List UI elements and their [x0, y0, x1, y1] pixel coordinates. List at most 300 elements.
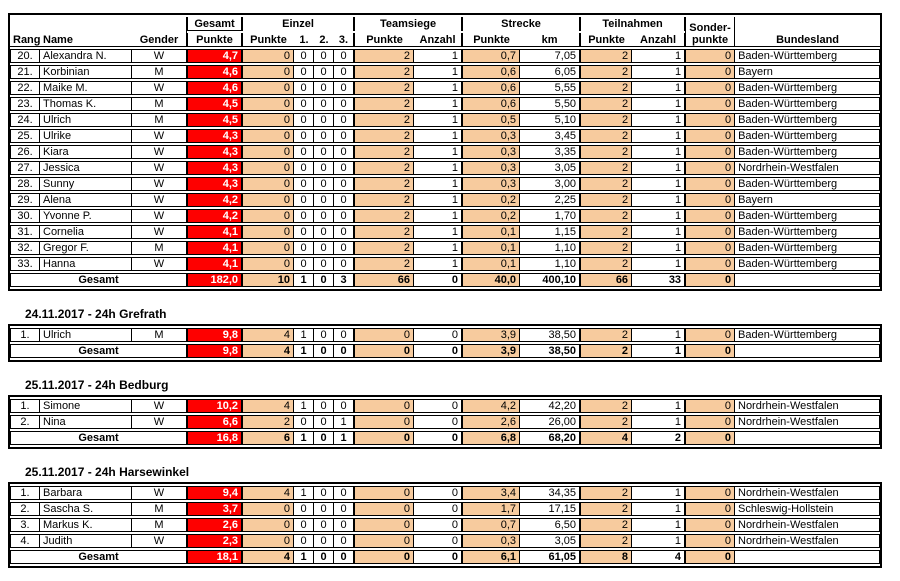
- cell-gender: W: [132, 534, 187, 548]
- cell-einzel-3: 0: [334, 534, 354, 548]
- cell-rank: 32.: [10, 241, 40, 255]
- cell-teilnahmen-anzahl: 1: [632, 129, 685, 143]
- table-row: [10, 502, 880, 516]
- cell-bundesland: Nordrhein-Westfalen: [735, 161, 880, 175]
- cell-strecke-punkte: 0,3: [462, 161, 520, 175]
- table-row: [10, 225, 880, 239]
- table-row: [10, 486, 880, 500]
- table-row: [10, 328, 880, 342]
- total-row: [10, 273, 880, 287]
- cell-teilnahmen-punkte: 66: [580, 273, 632, 287]
- cell-teamsiege-anzahl: 0: [414, 273, 462, 287]
- cell-rank: 4.: [10, 534, 40, 548]
- cell-strecke-punkte: 1,7: [462, 502, 520, 516]
- cell-name: Barbara: [40, 486, 132, 500]
- cell-gesamt-punkte: 4,3: [187, 177, 242, 191]
- cell-teilnahmen-punkte: 2: [580, 65, 632, 79]
- cell-teilnahmen-punkte: 2: [580, 209, 632, 223]
- cell-einzel-3: 0: [334, 81, 354, 95]
- cell-name: Ulrich: [40, 113, 132, 127]
- table-row: [10, 161, 880, 175]
- cell-strecke-km: 3,35: [520, 145, 580, 159]
- cell-strecke-km: 42,20: [520, 399, 580, 413]
- cell-einzel-punkte: 0: [242, 145, 294, 159]
- cell-einzel-2: 0: [314, 81, 334, 95]
- cell-name: Alexandra N.: [40, 49, 132, 63]
- cell-einzel-1: 0: [294, 257, 314, 271]
- cell-sonderpunkte: 0: [685, 502, 735, 516]
- cell-einzel-3: 0: [334, 129, 354, 143]
- cell-strecke-punkte: 0,3: [462, 129, 520, 143]
- header-rang: Rang: [10, 17, 40, 47]
- cell-gender: W: [132, 145, 187, 159]
- cell-sonderpunkte: 0: [685, 209, 735, 223]
- cell-teilnahmen-anzahl: 1: [632, 49, 685, 63]
- cell-gender: W: [132, 399, 187, 413]
- cell-einzel-3: 0: [334, 399, 354, 413]
- cell-gesamt-punkte: 4,1: [187, 241, 242, 255]
- table-row: [10, 518, 880, 532]
- cell-strecke-punkte: 3,9: [462, 344, 520, 358]
- table-row: [10, 415, 880, 429]
- cell-name: Korbinian: [40, 65, 132, 79]
- cell-strecke-punkte: 0,6: [462, 65, 520, 79]
- cell-teilnahmen-anzahl: 1: [632, 415, 685, 429]
- cell-name: Nina: [40, 415, 132, 429]
- cell-teamsiege-punkte: 2: [354, 65, 414, 79]
- cell-einzel-2: 0: [314, 97, 334, 111]
- cell-strecke-km: 3,05: [520, 534, 580, 548]
- cell-einzel-punkte: 0: [242, 209, 294, 223]
- cell-sonderpunkte: 0: [685, 65, 735, 79]
- cell-bundesland: Nordrhein-Westfalen: [735, 534, 880, 548]
- cell-teamsiege-punkte: 0: [354, 399, 414, 413]
- table-header: [10, 17, 880, 47]
- table-row: [10, 81, 880, 95]
- cell-teamsiege-anzahl: 1: [414, 177, 462, 191]
- cell-gender: W: [132, 129, 187, 143]
- cell-gender: W: [132, 257, 187, 271]
- cell-teilnahmen-punkte: 2: [580, 161, 632, 175]
- cell-teamsiege-anzahl: 1: [414, 225, 462, 239]
- cell-name: Alena: [40, 193, 132, 207]
- cell-teilnahmen-anzahl: 1: [632, 193, 685, 207]
- cell-teilnahmen-anzahl: 2: [632, 431, 685, 445]
- cell-rank: 1.: [10, 399, 40, 413]
- cell-einzel-punkte: 4: [242, 486, 294, 500]
- cell-strecke-punkte: 0,7: [462, 49, 520, 63]
- cell-gesamt-punkte: 4,7: [187, 49, 242, 63]
- cell-name: Judith: [40, 534, 132, 548]
- cell-einzel-2: 0: [314, 486, 334, 500]
- header-group-teamsiege: Teamsiege: [354, 17, 462, 31]
- cell-bundesland: Baden-Württemberg: [735, 328, 880, 342]
- cell-einzel-punkte: 0: [242, 518, 294, 532]
- cell-sonderpunkte: 0: [685, 161, 735, 175]
- cell-bundesland: Baden-Württemberg: [735, 81, 880, 95]
- cell-gesamt-punkte: 18,1: [187, 550, 242, 564]
- cell-einzel-3: 0: [334, 518, 354, 532]
- cell-name: Gregor F.: [40, 241, 132, 255]
- cell-bundesland: [735, 344, 880, 358]
- cell-einzel-2: 0: [314, 328, 334, 342]
- cell-gesamt-punkte: 4,6: [187, 81, 242, 95]
- cell-rank: 2.: [10, 502, 40, 516]
- cell-einzel-punkte: 0: [242, 502, 294, 516]
- cell-strecke-km: 68,20: [520, 431, 580, 445]
- cell-total-label: Gesamt: [10, 273, 187, 287]
- cell-bundesland: Nordrhein-Westfalen: [735, 399, 880, 413]
- header-sonderpunkte: [685, 17, 735, 47]
- cell-teamsiege-anzahl: 1: [414, 257, 462, 271]
- cell-einzel-3: 3: [334, 273, 354, 287]
- cell-teamsiege-punkte: 2: [354, 257, 414, 271]
- cell-strecke-km: 1,15: [520, 225, 580, 239]
- cell-einzel-2: 0: [314, 145, 334, 159]
- cell-teamsiege-punkte: 2: [354, 225, 414, 239]
- cell-einzel-1: 1: [294, 550, 314, 564]
- cell-teamsiege-anzahl: 1: [414, 113, 462, 127]
- table-row: [10, 49, 880, 63]
- cell-teamsiege-punkte: 2: [354, 161, 414, 175]
- cell-bundesland: Nordrhein-Westfalen: [735, 518, 880, 532]
- cell-teamsiege-punkte: 2: [354, 145, 414, 159]
- cell-strecke-km: 17,15: [520, 502, 580, 516]
- cell-teamsiege-punkte: 0: [354, 328, 414, 342]
- event-results-table: [8, 324, 882, 362]
- cell-sonderpunkte: 0: [685, 257, 735, 271]
- cell-teamsiege-anzahl: 1: [414, 209, 462, 223]
- cell-teilnahmen-punkte: 2: [580, 415, 632, 429]
- cell-gender: W: [132, 177, 187, 191]
- cell-teilnahmen-punkte: 4: [580, 431, 632, 445]
- cell-teamsiege-anzahl: 1: [414, 241, 462, 255]
- cell-strecke-punkte: 0,1: [462, 241, 520, 255]
- cell-einzel-1: 0: [294, 161, 314, 175]
- cell-bundesland: Baden-Württemberg: [735, 97, 880, 111]
- cell-teamsiege-anzahl: 1: [414, 65, 462, 79]
- cell-teilnahmen-punkte: 2: [580, 145, 632, 159]
- header-einzel-1: 1.: [294, 33, 314, 47]
- header-gesamt-punkte: Punkte: [187, 33, 242, 47]
- cell-bundesland: Baden-Württemberg: [735, 225, 880, 239]
- header-group-row: [10, 17, 880, 31]
- cell-sonderpunkte: 0: [685, 145, 735, 159]
- cell-strecke-punkte: 0,1: [462, 225, 520, 239]
- table-row: [10, 399, 880, 413]
- cell-strecke-punkte: 0,2: [462, 209, 520, 223]
- cell-strecke-punkte: 0,3: [462, 534, 520, 548]
- cell-strecke-punkte: 0,1: [462, 257, 520, 271]
- table-row: [10, 97, 880, 111]
- cell-teilnahmen-anzahl: 1: [632, 97, 685, 111]
- cell-teilnahmen-punkte: 2: [580, 129, 632, 143]
- cell-name: Ulrike: [40, 129, 132, 143]
- cell-rank: 25.: [10, 129, 40, 143]
- cell-name: Maike M.: [40, 81, 132, 95]
- header-einzel-2: 2.: [314, 33, 334, 47]
- cell-gender: M: [132, 97, 187, 111]
- cell-rank: 26.: [10, 145, 40, 159]
- cell-teilnahmen-anzahl: 1: [632, 518, 685, 532]
- cell-teilnahmen-anzahl: 33: [632, 273, 685, 287]
- cell-einzel-punkte: 4: [242, 344, 294, 358]
- cell-bundesland: Nordrhein-Westfalen: [735, 486, 880, 500]
- cell-teamsiege-anzahl: 1: [414, 193, 462, 207]
- total-row: [10, 550, 880, 564]
- cell-teilnahmen-punkte: 2: [580, 518, 632, 532]
- cell-teamsiege-punkte: 0: [354, 415, 414, 429]
- cell-teamsiege-punkte: 2: [354, 49, 414, 63]
- cell-einzel-1: 0: [294, 518, 314, 532]
- cell-einzel-3: 1: [334, 415, 354, 429]
- cell-teilnahmen-anzahl: 1: [632, 81, 685, 95]
- cell-einzel-2: 0: [314, 65, 334, 79]
- cell-teilnahmen-punkte: 2: [580, 486, 632, 500]
- cell-teamsiege-punkte: 0: [354, 502, 414, 516]
- cell-rank: 23.: [10, 97, 40, 111]
- cell-rank: 3.: [10, 518, 40, 532]
- cell-teilnahmen-punkte: 2: [580, 534, 632, 548]
- cell-einzel-2: 0: [314, 550, 334, 564]
- cell-einzel-3: 0: [334, 502, 354, 516]
- table-row: [10, 241, 880, 255]
- cell-rank: 20.: [10, 49, 40, 63]
- cell-teilnahmen-anzahl: 1: [632, 65, 685, 79]
- cell-teamsiege-anzahl: 0: [414, 502, 462, 516]
- cell-einzel-punkte: 0: [242, 225, 294, 239]
- header-team-anzahl: Anzahl: [414, 33, 462, 47]
- cell-teamsiege-punkte: 0: [354, 550, 414, 564]
- cell-teamsiege-anzahl: 0: [414, 328, 462, 342]
- cell-sonderpunkte: 0: [685, 518, 735, 532]
- cell-bundesland: Baden-Württemberg: [735, 49, 880, 63]
- cell-sonderpunkte: 0: [685, 273, 735, 287]
- total-row: [10, 344, 880, 358]
- cell-einzel-punkte: 2: [242, 415, 294, 429]
- cell-bundesland: Baden-Württemberg: [735, 241, 880, 255]
- cell-teilnahmen-punkte: 2: [580, 225, 632, 239]
- cell-rank: 33.: [10, 257, 40, 271]
- cell-gesamt-punkte: 6,6: [187, 415, 242, 429]
- cell-strecke-km: 6,50: [520, 518, 580, 532]
- cell-teamsiege-anzahl: 0: [414, 534, 462, 548]
- cell-teamsiege-anzahl: 1: [414, 81, 462, 95]
- cell-teilnahmen-anzahl: 1: [632, 502, 685, 516]
- cell-teilnahmen-anzahl: 1: [632, 534, 685, 548]
- cell-einzel-punkte: 0: [242, 193, 294, 207]
- cell-sonderpunkte: 0: [685, 399, 735, 413]
- cell-teilnahmen-punkte: 2: [580, 241, 632, 255]
- cell-teilnahmen-punkte: 2: [580, 502, 632, 516]
- cell-einzel-3: 0: [334, 328, 354, 342]
- cell-gesamt-punkte: 9,8: [187, 328, 242, 342]
- cell-einzel-2: 0: [314, 49, 334, 63]
- cell-strecke-km: 1,10: [520, 257, 580, 271]
- cell-teilnahmen-anzahl: 1: [632, 257, 685, 271]
- cell-bundesland: Baden-Württemberg: [735, 145, 880, 159]
- cell-gesamt-punkte: 2,3: [187, 534, 242, 548]
- table-row: [10, 177, 880, 191]
- cell-strecke-punkte: 0,5: [462, 113, 520, 127]
- cell-gesamt-punkte: 4,6: [187, 65, 242, 79]
- cell-einzel-punkte: 0: [242, 129, 294, 143]
- cell-strecke-punkte: 3,9: [462, 328, 520, 342]
- cell-sonderpunkte: 0: [685, 415, 735, 429]
- cell-teamsiege-punkte: 2: [354, 193, 414, 207]
- cell-strecke-punkte: 0,2: [462, 193, 520, 207]
- cell-einzel-2: 0: [314, 129, 334, 143]
- cell-sonderpunkte: 0: [685, 344, 735, 358]
- cell-einzel-3: 0: [334, 65, 354, 79]
- cell-teamsiege-punkte: 2: [354, 209, 414, 223]
- cell-strecke-km: 7,05: [520, 49, 580, 63]
- cell-einzel-3: 0: [334, 193, 354, 207]
- cell-teamsiege-punkte: 0: [354, 534, 414, 548]
- cell-gesamt-punkte: 4,1: [187, 257, 242, 271]
- cell-einzel-3: 0: [334, 257, 354, 271]
- cell-name: Jessica: [40, 161, 132, 175]
- cell-einzel-3: 1: [334, 431, 354, 445]
- cell-strecke-km: 1,70: [520, 209, 580, 223]
- table-row: [10, 193, 880, 207]
- cell-strecke-km: 5,55: [520, 81, 580, 95]
- cell-teilnahmen-anzahl: 1: [632, 399, 685, 413]
- cell-teilnahmen-punkte: 8: [580, 550, 632, 564]
- cell-gender: M: [132, 328, 187, 342]
- section-title: 25.11.2017 - 24h Bedburg: [25, 378, 169, 392]
- cell-rank: 22.: [10, 81, 40, 95]
- cell-teilnahmen-anzahl: 1: [632, 113, 685, 127]
- cell-teilnahmen-punkte: 2: [580, 97, 632, 111]
- cell-strecke-km: 400,10: [520, 273, 580, 287]
- header-sonder-line2: punkte: [692, 34, 729, 46]
- cell-sonderpunkte: 0: [685, 431, 735, 445]
- cell-rank: 27.: [10, 161, 40, 175]
- cell-bundesland: [735, 273, 880, 287]
- cell-sonderpunkte: 0: [685, 225, 735, 239]
- cell-sonderpunkte: 0: [685, 81, 735, 95]
- cell-einzel-punkte: 4: [242, 399, 294, 413]
- cell-strecke-punkte: 0,3: [462, 177, 520, 191]
- cell-einzel-punkte: 0: [242, 534, 294, 548]
- cell-einzel-1: 0: [294, 97, 314, 111]
- cell-einzel-1: 0: [294, 129, 314, 143]
- cell-teilnahmen-anzahl: 1: [632, 344, 685, 358]
- header-teiln-anzahl: Anzahl: [632, 33, 685, 47]
- event-results-table: [8, 395, 882, 449]
- cell-einzel-1: 0: [294, 81, 314, 95]
- cell-einzel-1: 0: [294, 415, 314, 429]
- table-row: [10, 65, 880, 79]
- cell-einzel-punkte: 10: [242, 273, 294, 287]
- table-row: [10, 145, 880, 159]
- cell-total-label: Gesamt: [10, 344, 187, 358]
- cell-einzel-3: 0: [334, 550, 354, 564]
- cell-gesamt-punkte: 9,8: [187, 344, 242, 358]
- cell-total-label: Gesamt: [10, 431, 187, 445]
- cell-einzel-1: 0: [294, 209, 314, 223]
- cell-teamsiege-anzahl: 0: [414, 415, 462, 429]
- cell-strecke-punkte: 3,4: [462, 486, 520, 500]
- cell-gesamt-punkte: 4,1: [187, 225, 242, 239]
- cell-teamsiege-punkte: 0: [354, 344, 414, 358]
- cell-teamsiege-anzahl: 0: [414, 518, 462, 532]
- header-bundesland: Bundesland: [735, 17, 880, 47]
- cell-sonderpunkte: 0: [685, 486, 735, 500]
- cell-strecke-km: 3,45: [520, 129, 580, 143]
- cell-sonderpunkte: 0: [685, 328, 735, 342]
- cell-teamsiege-anzahl: 1: [414, 97, 462, 111]
- cell-strecke-km: 38,50: [520, 328, 580, 342]
- cell-sonderpunkte: 0: [685, 49, 735, 63]
- cell-einzel-3: 0: [334, 177, 354, 191]
- cell-einzel-punkte: 0: [242, 81, 294, 95]
- cell-einzel-3: 0: [334, 344, 354, 358]
- cell-teilnahmen-punkte: 2: [580, 328, 632, 342]
- cell-gesamt-punkte: 2,6: [187, 518, 242, 532]
- cell-einzel-3: 0: [334, 486, 354, 500]
- cell-bundesland: [735, 431, 880, 445]
- cell-strecke-km: 3,05: [520, 161, 580, 175]
- cell-einzel-1: 0: [294, 241, 314, 255]
- cell-strecke-km: 34,35: [520, 486, 580, 500]
- cell-bundesland: Bayern: [735, 65, 880, 79]
- cell-teilnahmen-punkte: 2: [580, 193, 632, 207]
- cell-einzel-3: 0: [334, 209, 354, 223]
- header-group-gesamt: Gesamt: [187, 17, 242, 31]
- cell-name: Yvonne P.: [40, 209, 132, 223]
- cell-einzel-punkte: 4: [242, 550, 294, 564]
- cell-teilnahmen-punkte: 2: [580, 49, 632, 63]
- table-row: [10, 209, 880, 223]
- cell-strecke-km: 6,05: [520, 65, 580, 79]
- cell-bundesland: Baden-Württemberg: [735, 257, 880, 271]
- cell-einzel-1: 0: [294, 145, 314, 159]
- cell-einzel-2: 0: [314, 225, 334, 239]
- cell-einzel-1: 0: [294, 177, 314, 191]
- cell-strecke-km: 5,50: [520, 97, 580, 111]
- cell-einzel-2: 0: [314, 209, 334, 223]
- cell-gender: W: [132, 193, 187, 207]
- header-group-strecke: Strecke: [462, 17, 580, 31]
- cell-gender: W: [132, 225, 187, 239]
- cell-einzel-punkte: 0: [242, 65, 294, 79]
- cell-einzel-punkte: 6: [242, 431, 294, 445]
- cell-bundesland: Baden-Württemberg: [735, 177, 880, 191]
- cell-rank: 1.: [10, 486, 40, 500]
- cell-bundesland: Schleswig-Hollstein: [735, 502, 880, 516]
- header-einzel-3: 3.: [334, 33, 354, 47]
- cell-teamsiege-anzahl: 0: [414, 431, 462, 445]
- results-document: [8, 13, 892, 568]
- header-team-punkte: Punkte: [354, 33, 414, 47]
- cell-rank: 31.: [10, 225, 40, 239]
- table-row: [10, 534, 880, 548]
- cell-einzel-1: 1: [294, 273, 314, 287]
- event-results-table: [8, 482, 882, 568]
- cell-gender: M: [132, 65, 187, 79]
- cell-sonderpunkte: 0: [685, 534, 735, 548]
- cell-strecke-km: 26,00: [520, 415, 580, 429]
- header-gender: Gender: [132, 17, 187, 47]
- cell-rank: 29.: [10, 193, 40, 207]
- cell-einzel-1: 1: [294, 486, 314, 500]
- cell-name: Simone: [40, 399, 132, 413]
- cell-einzel-3: 0: [334, 49, 354, 63]
- cell-teilnahmen-punkte: 2: [580, 257, 632, 271]
- cell-teamsiege-anzahl: 0: [414, 344, 462, 358]
